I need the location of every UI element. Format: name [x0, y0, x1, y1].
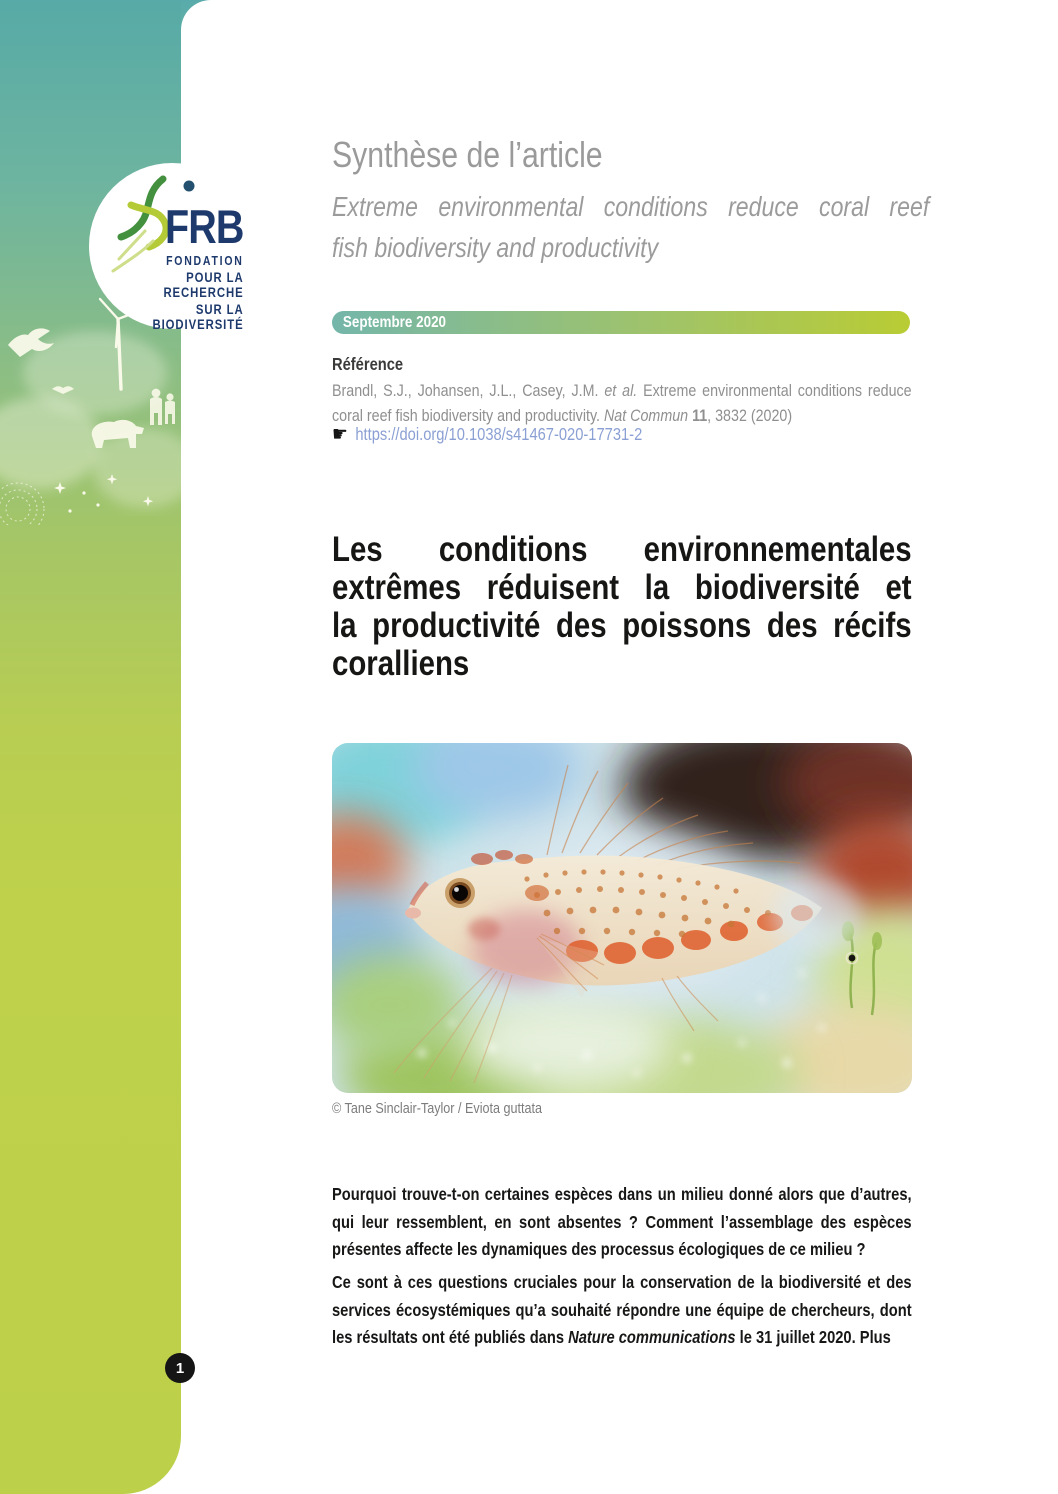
coral-reef-fish-photo	[332, 743, 912, 1093]
article-headline	[332, 531, 912, 683]
frb-acronym: FRB	[164, 200, 244, 253]
subtitle-line: Extreme environmental conditions reduce coral reef	[332, 191, 930, 222]
citation-title: Extreme environmental conditions reduce coral reef fish biodiversity and productivity.	[332, 381, 912, 425]
date-badge: Septembre 2020	[332, 311, 910, 334]
doi-row	[332, 424, 912, 445]
background-fish-eye	[849, 955, 856, 962]
fish-photo-illustration	[332, 743, 912, 1093]
logo-line-recherche: POUR LA RECHERCHE	[163, 270, 244, 300]
photo-caption: © Tane Sinclair-Taylor / Eviota guttata	[332, 1100, 543, 1117]
reference-label: Référence	[332, 354, 404, 374]
body-paragraph-1: Pourquoi trouve-t-on certaines espèces dans un milieu donné alors que d’autres, qui leur ressemblent, en sont absentes ? Comment l’assemblage des espèces présentes affecte les dynamiques des processus écologiques de ce milieu ?	[332, 1184, 912, 1259]
pointing-hand-icon: ☛	[332, 422, 348, 446]
headline-line: Les conditions environnementales	[332, 530, 912, 569]
journal-name-italic: Nature communications	[568, 1327, 736, 1347]
reference-citation	[332, 378, 912, 428]
citation-authors: Brandl, S.J., Johansen, J.L., Casey, J.M.	[332, 381, 605, 400]
citation-etal: et al.	[604, 381, 638, 400]
logo-line-biodiversite: SUR LA BIODIVERSITÉ	[152, 302, 244, 332]
people-icon	[150, 389, 175, 425]
fish-eye	[445, 878, 475, 908]
doi-link[interactable]: https://doi.org/10.1038/s41467-020-17731-2	[355, 424, 643, 444]
frb-logo	[89, 163, 255, 332]
headline-line: extrêmes réduisent la biodiversité et	[332, 568, 912, 607]
headline-line: la productivité des poissons des récifs	[332, 606, 912, 645]
logo-line-fondation: FONDATION	[166, 254, 244, 268]
subtitle-line: fish biodiversity and productivity	[332, 232, 659, 263]
citation-tail: , 3832 (2020)	[707, 406, 793, 425]
citation-volume: 11	[692, 406, 708, 425]
article-subtitle	[332, 186, 929, 268]
radio-arcs-decoration	[0, 483, 44, 525]
body-paragraph-2: Ce sont à ces questions cruciales pour la conservation de la biodiversité et des services écosystémiques qu’a souhaité répondre une équipe de chercheurs, dont les résultats ont été publiés dans Nature communications le 31 juillet 2020. Plus	[332, 1272, 912, 1347]
page-title: Synthèse de l’article	[332, 134, 603, 175]
page-number-badge: 1	[165, 1353, 195, 1383]
citation-journal: Nat Commun	[603, 406, 693, 425]
headline-line: coralliens	[332, 644, 470, 683]
